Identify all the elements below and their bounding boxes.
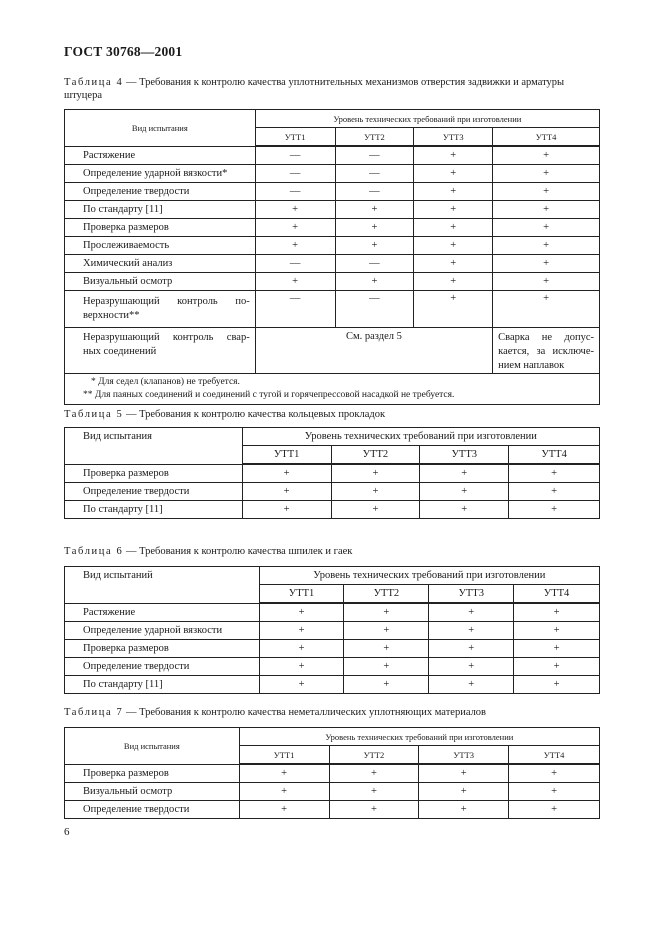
utt4-note-line1: Сварка не допус- xyxy=(498,332,594,343)
table6-label: Таблица 6 xyxy=(64,546,124,557)
table-row xyxy=(65,328,600,374)
table6-level: УТТ3 xyxy=(429,585,514,604)
page-number: 6 xyxy=(64,826,70,838)
table5-col-group: Уровень технических требований при изготовлении xyxy=(242,428,599,446)
row-name: Определение твердости xyxy=(65,183,256,201)
cell-value: + xyxy=(239,783,329,801)
cell-value: + xyxy=(344,676,429,694)
table7-caption xyxy=(64,706,600,719)
cell-value: + xyxy=(420,483,509,501)
row-name: Прослеживаемость xyxy=(65,237,256,255)
table4-level: УТТ1 xyxy=(255,128,335,147)
table-row xyxy=(65,255,600,273)
footnotes xyxy=(65,374,600,405)
table-row xyxy=(65,201,600,219)
cell-value: + xyxy=(414,273,493,291)
cell-value: + xyxy=(493,291,600,328)
cell-value: — xyxy=(335,146,414,165)
cell-value: + xyxy=(493,201,600,219)
row-name: Определение ударной вязкости xyxy=(65,622,260,640)
row-name: Химический анализ xyxy=(65,255,256,273)
cell-value: — xyxy=(255,183,335,201)
table7-level: УТТ3 xyxy=(419,746,509,765)
table4-col-test: Вид испытания xyxy=(65,110,256,147)
cell-value: + xyxy=(414,165,493,183)
cell-value: + xyxy=(514,676,600,694)
table-row xyxy=(65,273,600,291)
table5-level: УТТ4 xyxy=(509,446,600,465)
cell-value: + xyxy=(429,676,514,694)
row-name: Определение твердости xyxy=(65,658,260,676)
cell-value: + xyxy=(493,273,600,291)
cell-value: + xyxy=(259,640,344,658)
table-row xyxy=(65,291,600,328)
cell-value: + xyxy=(414,183,493,201)
row-name-line2: ных соединений xyxy=(83,346,157,357)
row-name: Проверка размеров xyxy=(65,219,256,237)
table5-label: Таблица 5 xyxy=(64,409,124,420)
cell-value: — xyxy=(335,255,414,273)
table6-title: — Требования к контролю качества шпилек и гаек xyxy=(123,546,353,557)
document-header: ГОСТ 30768—2001 xyxy=(64,44,183,59)
cell-value: + xyxy=(329,801,419,819)
table-row xyxy=(65,676,600,694)
cell-value: + xyxy=(419,783,509,801)
footnote: * Для седел (клапанов) не требуется. xyxy=(91,377,240,387)
utt4-note xyxy=(493,328,600,374)
table4-title: — Требования к контролю качества уплотнительных механизмов отверстия задвижки и арматуры штуцера xyxy=(64,77,565,101)
row-name: Определение ударной вязкости* xyxy=(65,165,256,183)
cell-value: + xyxy=(493,146,600,165)
cell-value: + xyxy=(509,483,600,501)
table-row xyxy=(65,183,600,201)
cell-value: + xyxy=(259,676,344,694)
cell-value: + xyxy=(259,603,344,622)
cell-value: + xyxy=(242,464,331,483)
table6-level: УТТ1 xyxy=(259,585,344,604)
cell-value: + xyxy=(429,640,514,658)
row-name-line1: Неразрушающий контроль по- xyxy=(83,296,250,307)
row-name: Растяжение xyxy=(65,603,260,622)
cell-value: + xyxy=(509,464,600,483)
cell-value: + xyxy=(255,237,335,255)
cell-value: + xyxy=(414,237,493,255)
table7-level: УТТ2 xyxy=(329,746,419,765)
table-row xyxy=(65,237,600,255)
table-row xyxy=(65,658,600,676)
cell-value: — xyxy=(335,165,414,183)
cell-value: + xyxy=(344,622,429,640)
table5 xyxy=(64,427,600,519)
utt4-note-line3: нием наплавок xyxy=(498,360,565,371)
table-row xyxy=(65,483,600,501)
cell-value: + xyxy=(514,640,600,658)
cell-value: + xyxy=(429,658,514,676)
table7-level: УТТ4 xyxy=(509,746,600,765)
table4-level: УТТ4 xyxy=(493,128,600,147)
table5-col-test: Вид испытания xyxy=(65,428,243,465)
span-value: См. раздел 5 xyxy=(255,328,492,374)
table-row xyxy=(65,464,600,483)
cell-value: + xyxy=(239,801,329,819)
cell-value: + xyxy=(344,640,429,658)
cell-value: + xyxy=(514,622,600,640)
table7-title: — Требования к контролю качества неметаллических уплотняющих материалов xyxy=(123,707,487,718)
cell-value: + xyxy=(239,764,329,783)
cell-value: + xyxy=(414,201,493,219)
cell-value: — xyxy=(335,291,414,328)
cell-value: + xyxy=(414,219,493,237)
table6 xyxy=(64,566,600,694)
table7-col-group: Уровень технических требований при изготовлении xyxy=(239,728,599,746)
table-row xyxy=(65,603,600,622)
table4-level: УТТ3 xyxy=(414,128,493,147)
cell-value: + xyxy=(419,801,509,819)
table4-col-group: Уровень технических требований при изготовлении xyxy=(255,110,599,128)
table-row xyxy=(65,146,600,165)
table-row xyxy=(65,764,600,783)
row-name: Проверка размеров xyxy=(65,764,240,783)
table-row xyxy=(65,501,600,519)
cell-value: + xyxy=(344,603,429,622)
row-name-line2: верхности** xyxy=(83,310,140,321)
cell-value: — xyxy=(335,183,414,201)
cell-value: + xyxy=(420,464,509,483)
table-row xyxy=(65,622,600,640)
row-name xyxy=(65,328,256,374)
cell-value: + xyxy=(344,658,429,676)
cell-value: + xyxy=(335,201,414,219)
table5-level: УТТ2 xyxy=(331,446,420,465)
table5-caption xyxy=(64,408,600,421)
cell-value: + xyxy=(242,483,331,501)
table-row xyxy=(65,801,600,819)
cell-value: + xyxy=(329,783,419,801)
table-row xyxy=(65,219,600,237)
table7-label: Таблица 7 xyxy=(64,707,124,718)
cell-value: + xyxy=(329,764,419,783)
table6-col-test: Вид испытаний xyxy=(65,567,260,604)
cell-value: + xyxy=(509,764,600,783)
cell-value: — xyxy=(255,146,335,165)
cell-value: + xyxy=(414,291,493,328)
cell-value: + xyxy=(255,273,335,291)
row-name: Визуальный осмотр xyxy=(65,273,256,291)
row-name: Растяжение xyxy=(65,146,256,165)
table4-label: Таблица 4 xyxy=(64,77,124,88)
utt4-note-line2: кается, за исключе- xyxy=(498,346,594,357)
cell-value: + xyxy=(414,255,493,273)
cell-value: + xyxy=(242,501,331,519)
table4 xyxy=(64,109,600,405)
row-name-line1: Неразрушающий контроль свар- xyxy=(83,332,250,343)
table7 xyxy=(64,727,600,819)
cell-value: + xyxy=(493,165,600,183)
cell-value: + xyxy=(429,622,514,640)
cell-value: + xyxy=(335,219,414,237)
cell-value: + xyxy=(259,622,344,640)
row-name: Визуальный осмотр xyxy=(65,783,240,801)
cell-value: + xyxy=(493,183,600,201)
table7-col-test: Вид испытания xyxy=(65,728,240,765)
cell-value: — xyxy=(255,165,335,183)
cell-value: + xyxy=(259,658,344,676)
cell-value: + xyxy=(429,603,514,622)
cell-value: + xyxy=(493,237,600,255)
table-row xyxy=(65,640,600,658)
cell-value: + xyxy=(509,501,600,519)
table5-level: УТТ1 xyxy=(242,446,331,465)
footnotes-row xyxy=(65,374,600,405)
table7-level: УТТ1 xyxy=(239,746,329,765)
table-row xyxy=(65,783,600,801)
row-name: По стандарту [11] xyxy=(65,501,243,519)
table4-caption xyxy=(64,76,600,102)
row-name: По стандарту [11] xyxy=(65,676,260,694)
cell-value: + xyxy=(493,255,600,273)
cell-value: + xyxy=(331,501,420,519)
row-name: По стандарту [11] xyxy=(65,201,256,219)
cell-value: + xyxy=(420,501,509,519)
cell-value: + xyxy=(514,658,600,676)
table6-level: УТТ4 xyxy=(514,585,600,604)
table4-level: УТТ2 xyxy=(335,128,414,147)
cell-value: + xyxy=(335,273,414,291)
cell-value: + xyxy=(419,764,509,783)
row-name: Определение твердости xyxy=(65,483,243,501)
cell-value: + xyxy=(255,219,335,237)
table6-caption xyxy=(64,545,600,558)
cell-value: + xyxy=(331,464,420,483)
cell-value: + xyxy=(509,783,600,801)
table6-level: УТТ2 xyxy=(344,585,429,604)
cell-value: + xyxy=(331,483,420,501)
cell-value: + xyxy=(493,219,600,237)
row-name: Проверка размеров xyxy=(65,640,260,658)
table6-col-group: Уровень технических требований при изготовлении xyxy=(259,567,599,585)
row-name: Определение твердости xyxy=(65,801,240,819)
table5-level: УТТ3 xyxy=(420,446,509,465)
cell-value: — xyxy=(255,255,335,273)
cell-value: + xyxy=(509,801,600,819)
row-name xyxy=(65,291,256,328)
table-row xyxy=(65,165,600,183)
cell-value: + xyxy=(255,201,335,219)
cell-value: — xyxy=(255,291,335,328)
footnote: ** Для паяных соединений и соединений с тугой и горячепрессовой насадкой не требуется. xyxy=(83,390,455,400)
cell-value: + xyxy=(335,237,414,255)
row-name: Проверка размеров xyxy=(65,464,243,483)
cell-value: + xyxy=(514,603,600,622)
cell-value: + xyxy=(414,146,493,165)
table5-title: — Требования к контролю качества кольцевых прокладок xyxy=(123,409,386,420)
